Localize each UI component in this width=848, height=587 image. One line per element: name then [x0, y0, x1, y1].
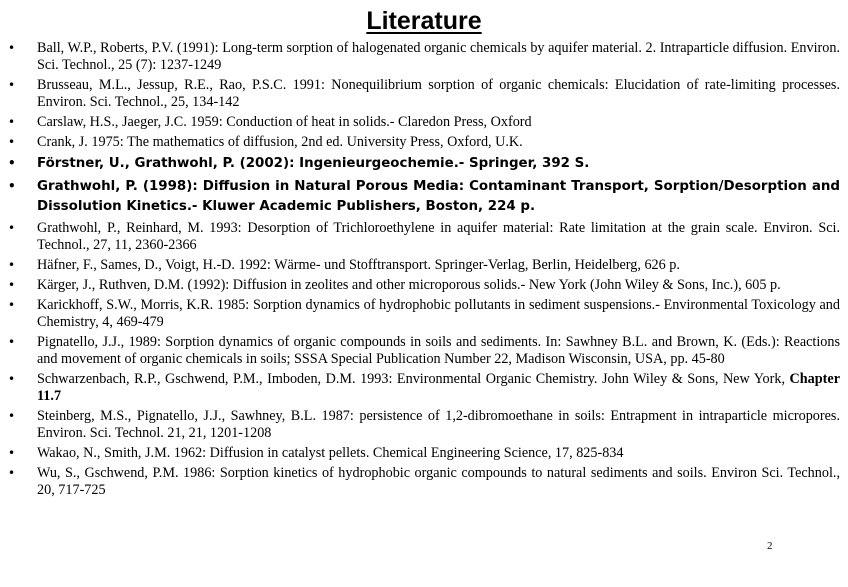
reference-item	[37, 334, 840, 368]
reference-item-highlighted	[37, 177, 840, 216]
reference-item	[37, 371, 840, 405]
reference-list	[37, 40, 840, 502]
reference-text: Kärger, J., Ruthven, D.M. (1992): Diffusion in zeolites and other microporous solids.- New York (John Wiley & Sons, Inc.), 605 p.	[37, 277, 781, 294]
reference-text: Ball, W.P., Roberts, P.V. (1991): Long-term sorption of halogenated organic chemicals by aquifer material. 2. Intraparticle diffusion. Environ. Sci. Technol., 25 (7): 1237-1249	[37, 40, 840, 73]
reference-item	[37, 257, 840, 274]
reference-item	[37, 408, 840, 442]
reference-item	[37, 465, 840, 499]
reference-item	[37, 220, 840, 254]
reference-text: Steinberg, M.S., Pignatello, J.J., Sawhney, B.L. 1987: persistence of 1,2-dibromoethane in soils: Entrapment in intraparticle micropores. Environ. Sci. Technol. 21, 21, 1201-1208	[37, 407, 840, 441]
reference-item	[37, 77, 840, 111]
reference-text: Schwarzenbach, R.P., Gschwend, P.M., Imboden, D.M. 1993: Environmental Organic Chemistry. John Wiley & Sons, New York,	[37, 370, 790, 387]
reference-text: Pignatello, J.J., 1989: Sorption dynamics of organic compounds in soils and sediments. In: Sawhney B.L. and Brown, K. (Eds.): Reactions and movement of organic chemicals in soils; SSSA Special Publication Number 22, Madison Wisconsin, USA, pp. 45-80	[37, 334, 840, 367]
reference-text: Häfner, F., Sames, D., Voigt, H.-D. 1992: Wärme- und Stofftransport. Springer-Verlag, Berlin, Heidelberg, 626 p.	[37, 256, 680, 273]
reference-text: Wu, S., Gschwend, P.M. 1986: Sorption kinetics of hydrophobic organic compounds to natural sediments and soils. Environ Sci. Technol., 20, 717-725	[37, 464, 840, 498]
reference-text: Wakao, N., Smith, J.M. 1962: Diffusion in catalyst pellets. Chemical Engineering Science, 17, 825-834	[37, 444, 624, 461]
reference-item	[37, 134, 840, 151]
reference-text: Carslaw, H.S., Jaeger, J.C. 1959: Conduction of heat in solids.- Claredon Press, Oxford	[37, 113, 532, 130]
page-title: Literature	[366, 7, 482, 35]
reference-text: Crank, J. 1975: The mathematics of diffusion, 2nd ed. University Press, Oxford, U.K.	[37, 133, 523, 150]
chapter-reference: Chapter 11.7	[37, 370, 840, 404]
reference-item-highlighted	[37, 154, 840, 174]
reference-text: Grathwohl, P. (1998): Diffusion in Natural Porous Media: Contaminant Transport, Sorption/Desorption and Dissolution Kinetics.- Kluwer Academic Publishers, Boston, 224 p.	[37, 179, 840, 214]
reference-item	[37, 114, 840, 131]
reference-item	[37, 297, 840, 331]
reference-text: Karickhoff, S.W., Morris, K.R. 1985: Sorption dynamics of hydrophobic pollutants in sediment suspensions.- Environmental Toxicology and Chemistry, 4, 469-479	[37, 297, 840, 330]
reference-item	[37, 445, 840, 462]
page-number: 2	[767, 540, 773, 552]
reference-text: Grathwohl, P., Reinhard, M. 1993: Desorption of Trichloroethylene in aquifer material: Rate limitation at the grain scale. Environ. Sci. Technol., 27, 11, 2360-2366	[37, 220, 840, 253]
reference-item	[37, 277, 840, 294]
reference-text: Förstner, U., Grathwohl, P. (2002): Ingenieurgeochemie.- Springer, 392 S.	[37, 155, 590, 171]
reference-text: Brusseau, M.L., Jessup, R.E., Rao, P.S.C. 1991: Nonequilibrium sorption of organic chemicals: Elucidation of rate-limiting processes. Environ. Sci. Technol., 25, 134-142	[37, 76, 840, 110]
reference-item	[37, 40, 840, 74]
